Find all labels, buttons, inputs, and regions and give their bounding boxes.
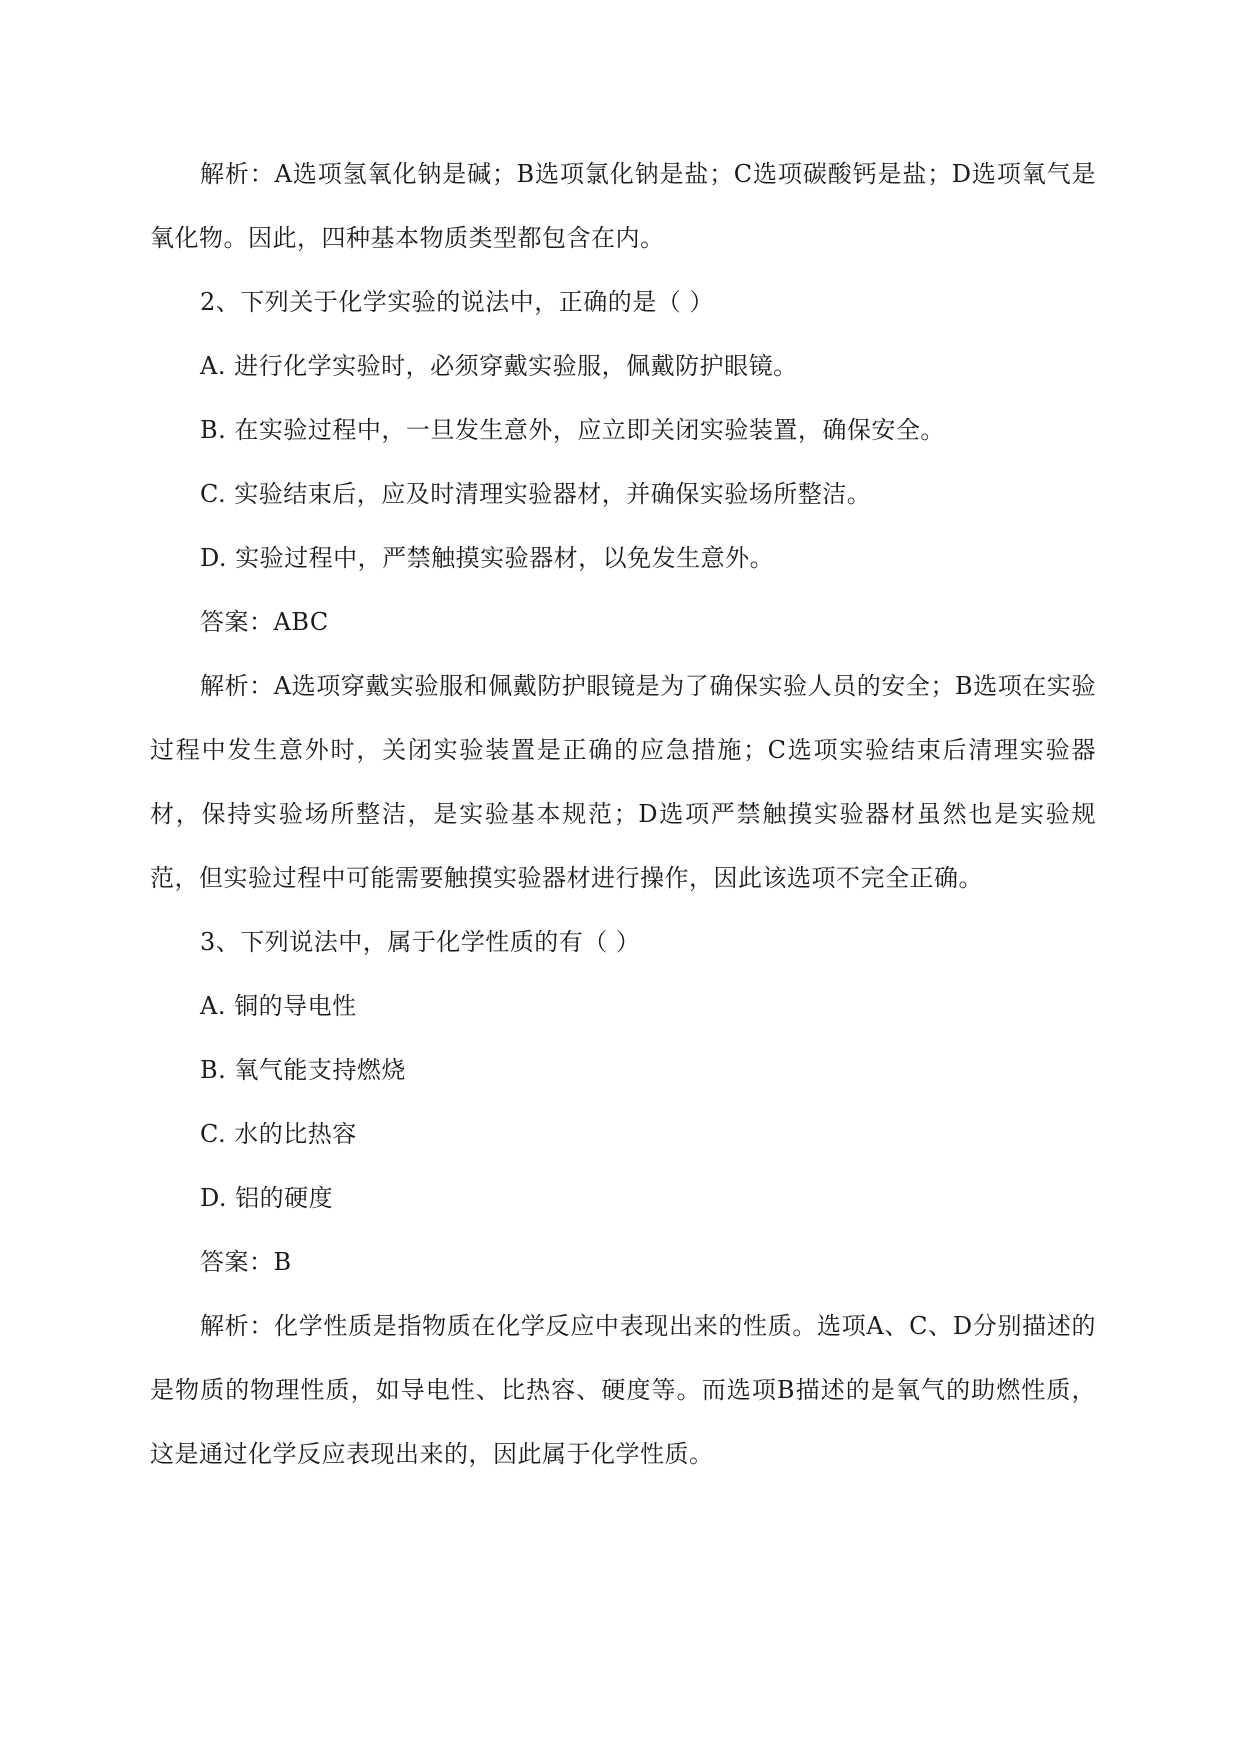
q2-option-d: D. 实验过程中，严禁触摸实验器材，以免发生意外。: [200, 544, 775, 572]
q2-answer: 答案：ABC: [200, 608, 329, 636]
q3-option-d: D. 铝的硬度: [200, 1184, 334, 1212]
q3-option-c: C. 水的比热容: [200, 1120, 357, 1148]
q3-question: 3、下列说法中，属于化学性质的有（ ）: [200, 928, 641, 956]
q3-answer: 答案：B: [200, 1248, 292, 1276]
q2-question: 2、下列关于化学实验的说法中，正确的是（ ）: [200, 288, 714, 316]
q3-option-a: A. 铜的导电性: [200, 992, 357, 1020]
q2-option-b: B. 在实验过程中，一旦发生意外，应立即关闭实验装置，确保安全。: [200, 416, 945, 444]
q2-option-a: A. 进行化学实验时，必须穿戴实验服，佩戴防护眼镜。: [200, 352, 798, 380]
q2-option-c: C. 实验结束后，应及时清理实验器材，并确保实验场所整洁。: [200, 480, 872, 508]
q3-option-b: B. 氧气能支持燃烧: [200, 1056, 406, 1084]
document-page: [150, 142, 1096, 1486]
q2-explanation: 解析：A选项穿戴实验服和佩戴防护眼镜是为了确保实验人员的安全；B选项在实验过程中发生意外时，关闭实验装置是正确的应急措施；C选项实验结束后清理实验器材，保持实验场所整洁，是实验基本规范；D选项严禁触摸实验器材虽然也是实验规范，但实验过程中可能需要触摸实验器材进行操作，因此该选项不完全正确。: [150, 672, 1096, 892]
q3-explanation: 解析：化学性质是指物质在化学反应中表现出来的性质。选项A、C、D分别描述的是物质的物理性质，如导电性、比热容、硬度等。而选项B描述的是氧气的助燃性质，这是通过化学反应表现出来的，因此属于化学性质。: [150, 1312, 1096, 1468]
q1-explanation: 解析：A选项氢氧化钠是碱；B选项氯化钠是盐；C选项碳酸钙是盐；D选项氧气是氧化物。因此，四种基本物质类型都包含在内。: [150, 160, 1096, 252]
